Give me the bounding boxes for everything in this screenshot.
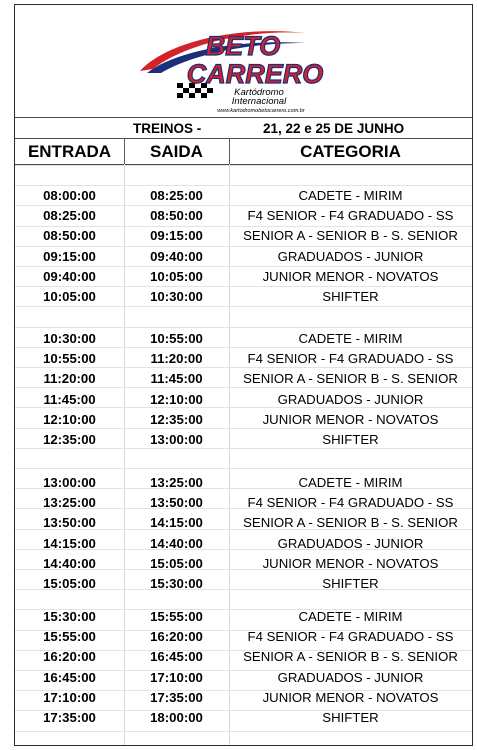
- logo-line1: BETO: [205, 31, 281, 61]
- header-entrada: ENTRADA: [27, 142, 112, 161]
- grid-line: [15, 448, 472, 449]
- schedule-row: [15, 267, 472, 287]
- categoria-cell: GRADUADOS - JUNIOR: [277, 392, 424, 407]
- header-saida: SAIDA: [150, 142, 203, 161]
- saida-cell: 17:10:00: [150, 670, 203, 685]
- categoria-cell: F4 SENIOR - F4 GRADUADO - SS: [247, 208, 454, 223]
- grid-line: [15, 407, 472, 408]
- beto-carrero-logo: [15, 5, 472, 117]
- grid-line: [15, 185, 472, 186]
- schedule-row: [15, 430, 472, 450]
- entrada-cell: 11:20:00: [43, 371, 96, 386]
- saida-cell: 13:00:00: [150, 432, 203, 447]
- grid-line: [15, 710, 472, 711]
- schedule-row: [15, 493, 472, 513]
- entrada-cell: 17:10:00: [43, 690, 96, 705]
- grid-line: [15, 327, 472, 328]
- saida-cell: 11:20:00: [150, 351, 203, 366]
- logo-url: www.kartodromobetocarrero.com.br: [217, 108, 305, 114]
- schedule-row: [15, 247, 472, 267]
- saida-cell: 10:05:00: [150, 269, 203, 284]
- schedule-row: [15, 410, 472, 430]
- entrada-cell: 14:40:00: [43, 556, 96, 571]
- grid-line: [15, 589, 472, 590]
- logo-subtitle1: Kartódromo: [234, 87, 284, 98]
- entrada-cell: 08:00:00: [43, 188, 96, 203]
- saida-cell: 08:25:00: [150, 188, 203, 203]
- categoria-cell: GRADUADOS - JUNIOR: [277, 536, 424, 551]
- saida-cell: 13:25:00: [150, 475, 203, 490]
- logo-subtitle2: Internacional: [231, 96, 287, 107]
- header-categoria: CATEGORIA: [300, 142, 401, 161]
- saida-cell: 13:50:00: [150, 495, 203, 510]
- categoria-cell: F4 SENIOR - F4 GRADUADO - SS: [247, 351, 454, 366]
- entrada-cell: 08:25:00: [43, 208, 96, 223]
- entrada-cell: 10:30:00: [43, 331, 96, 346]
- grid-line: [15, 367, 472, 368]
- entrada-cell: 14:15:00: [43, 536, 96, 551]
- categoria-cell: SENIOR A - SENIOR B - S. SENIOR: [243, 371, 458, 386]
- saida-cell: 12:10:00: [150, 392, 203, 407]
- categoria-cell: CADETE - MIRIM: [298, 475, 403, 490]
- entrada-cell: 16:20:00: [43, 649, 96, 664]
- schedule-sheet: [14, 4, 473, 746]
- grid-line: [15, 508, 472, 509]
- categoria-cell: SHIFTER: [322, 432, 379, 447]
- schedule-row: [15, 688, 472, 708]
- entrada-cell: 15:05:00: [43, 576, 96, 591]
- categoria-cell: SENIOR A - SENIOR B - S. SENIOR: [243, 228, 458, 243]
- categoria-cell: JUNIOR MENOR - NOVATOS: [262, 269, 439, 284]
- grid-line: [15, 488, 472, 489]
- categoria-cell: SHIFTER: [322, 289, 379, 304]
- categoria-cell: JUNIOR MENOR - NOVATOS: [262, 556, 439, 571]
- entrada-cell: 13:00:00: [43, 475, 96, 490]
- categoria-cell: F4 SENIOR - F4 GRADUADO - SS: [247, 629, 454, 644]
- grid-line: [15, 468, 472, 469]
- saida-cell: 09:15:00: [150, 228, 203, 243]
- grid-line: [15, 609, 472, 610]
- saida-cell: 12:35:00: [150, 412, 203, 427]
- categoria-cell: CADETE - MIRIM: [298, 609, 403, 624]
- entrada-cell: 09:40:00: [43, 269, 96, 284]
- schedule-row: [15, 668, 472, 688]
- schedule-row: [15, 554, 472, 574]
- entrada-cell: 09:15:00: [43, 249, 96, 264]
- grid-line: [15, 630, 472, 631]
- saida-cell: 16:45:00: [150, 649, 203, 664]
- grid-line: [15, 428, 472, 429]
- entrada-cell: 13:50:00: [43, 515, 96, 530]
- entrada-cell: 12:10:00: [43, 412, 96, 427]
- grid-line: [15, 266, 472, 267]
- grid-line: [15, 569, 472, 570]
- saida-cell: 08:50:00: [150, 208, 203, 223]
- grid-line: [15, 286, 472, 287]
- schedule-row: [15, 473, 472, 493]
- schedule-row: [15, 534, 472, 554]
- entrada-cell: 16:45:00: [43, 670, 96, 685]
- categoria-cell: GRADUADOS - JUNIOR: [277, 249, 424, 264]
- grid-line: [15, 549, 472, 550]
- saida-cell: 15:05:00: [150, 556, 203, 571]
- saida-cell: 15:55:00: [150, 609, 203, 624]
- grid-line: [15, 347, 472, 348]
- entrada-cell: 12:35:00: [43, 432, 96, 447]
- saida-cell: 14:40:00: [150, 536, 203, 551]
- grid-line: [15, 387, 472, 388]
- grid-line: [15, 205, 472, 206]
- grid-line: [15, 650, 472, 651]
- entrada-cell: 08:50:00: [43, 228, 96, 243]
- entrada-cell: 15:55:00: [43, 629, 96, 644]
- schedule-row: [15, 708, 472, 728]
- saida-cell: 18:00:00: [150, 710, 203, 725]
- grid-line: [15, 529, 472, 530]
- categoria-cell: JUNIOR MENOR - NOVATOS: [262, 412, 439, 427]
- categoria-cell: CADETE - MIRIM: [298, 188, 403, 203]
- grid-line: [15, 670, 472, 671]
- entrada-cell: 13:25:00: [43, 495, 96, 510]
- grid-line: [15, 690, 472, 691]
- grid-line: [15, 731, 472, 732]
- schedule-row: [15, 186, 472, 206]
- categoria-cell: CADETE - MIRIM: [298, 331, 403, 346]
- saida-cell: 17:35:00: [150, 690, 203, 705]
- saida-cell: 16:20:00: [150, 629, 203, 644]
- schedule-row: [15, 226, 472, 246]
- categoria-cell: F4 SENIOR - F4 GRADUADO - SS: [247, 495, 454, 510]
- schedule-row: [15, 349, 472, 369]
- schedule-row: [15, 607, 472, 627]
- schedule-row: [15, 206, 472, 226]
- schedule-row: [15, 329, 472, 349]
- grid-line: [15, 246, 472, 247]
- categoria-cell: SHIFTER: [322, 710, 379, 725]
- saida-cell: 09:40:00: [150, 249, 203, 264]
- schedule-row: [15, 369, 472, 389]
- grid-line: [15, 226, 472, 227]
- entrada-cell: 17:35:00: [43, 710, 96, 725]
- saida-cell: 10:55:00: [150, 331, 203, 346]
- saida-cell: 15:30:00: [150, 576, 203, 591]
- logo-line2: CARRERO: [186, 59, 324, 89]
- grid-line: [15, 165, 472, 166]
- saida-cell: 10:30:00: [150, 289, 203, 304]
- categoria-cell: JUNIOR MENOR - NOVATOS: [262, 690, 439, 705]
- categoria-cell: SENIOR A - SENIOR B - S. SENIOR: [243, 649, 458, 664]
- schedule-row: [15, 513, 472, 533]
- entrada-cell: 10:55:00: [43, 351, 96, 366]
- entrada-cell: 15:30:00: [43, 609, 96, 624]
- schedule-row: [15, 574, 472, 594]
- treinos-label: TREINOS -: [133, 121, 202, 136]
- grid-line: [15, 306, 472, 307]
- categoria-cell: SHIFTER: [322, 576, 379, 591]
- entrada-cell: 11:45:00: [43, 392, 96, 407]
- treinos-dates: 21, 22 e 25 DE JUNHO: [263, 121, 405, 136]
- categoria-cell: SENIOR A - SENIOR B - S. SENIOR: [243, 515, 458, 530]
- entrada-cell: 10:05:00: [43, 289, 96, 304]
- saida-cell: 14:15:00: [150, 515, 203, 530]
- schedule-row: [15, 287, 472, 307]
- categoria-cell: GRADUADOS - JUNIOR: [277, 670, 424, 685]
- saida-cell: 11:45:00: [150, 371, 203, 386]
